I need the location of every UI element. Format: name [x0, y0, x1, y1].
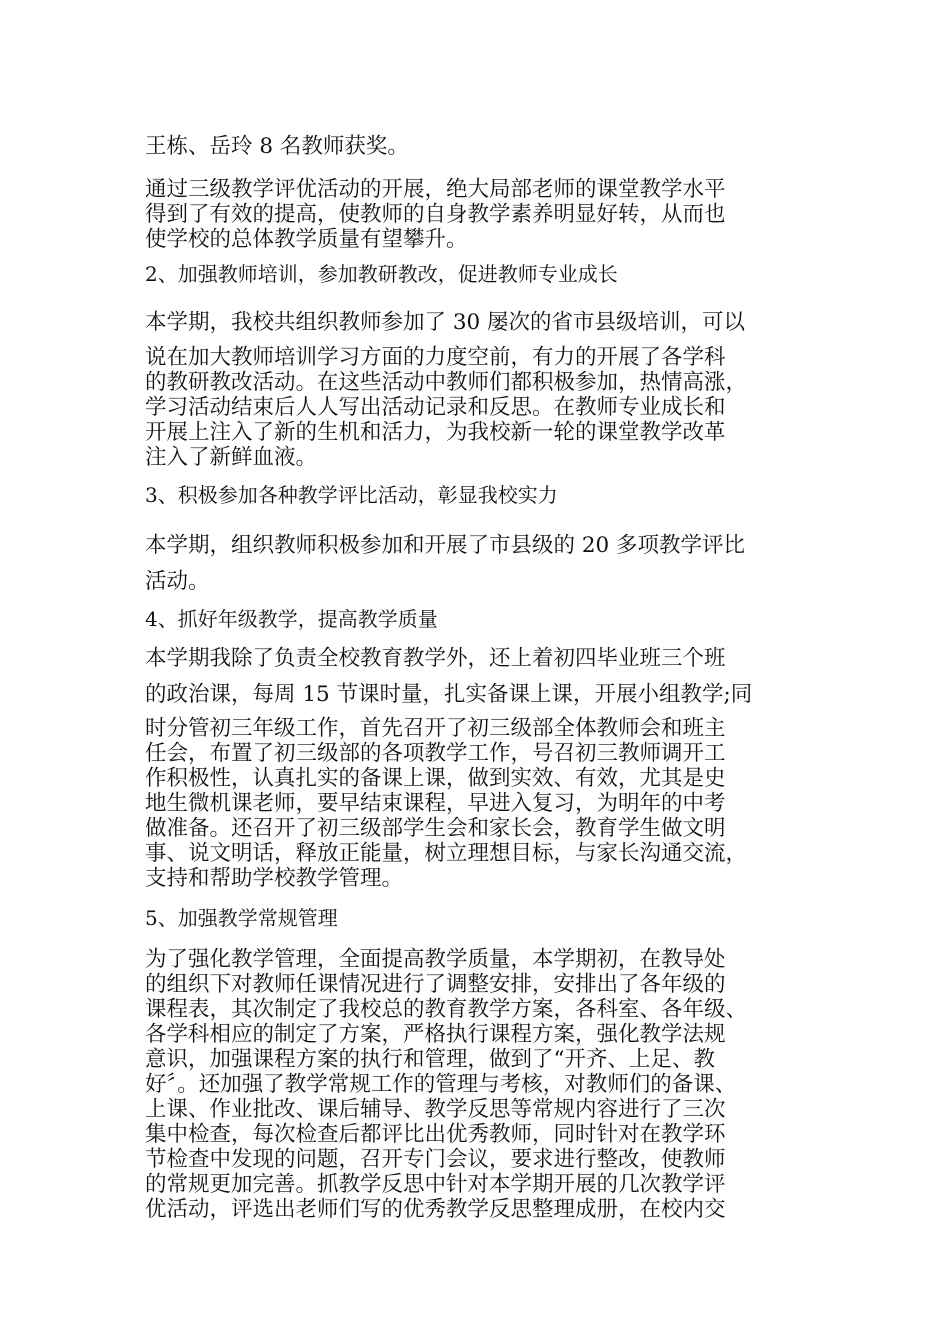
section-heading — [145, 605, 825, 633]
text-line: 各学科相应的制定了方案，严格执行课程方案，强化教学法规 — [145, 1022, 726, 1047]
text-line: 意识，加强课程方案的执行和管理，做到了“开齐、上足、教 — [145, 1047, 715, 1072]
text-line: 时分管初三年级工作，首先召开了初三级部全体教师会和班主 — [145, 716, 726, 741]
heading-text: 2、加强教师培训，参加教研教改，促进教师专业成长 — [145, 262, 618, 286]
text-line: 节检查中发现的问题，召开专门会议，要求进行整改，使教师 — [145, 1147, 726, 1172]
heading-text: 4、抓好年级教学，提高教学质量 — [145, 607, 438, 631]
text-line: 事、说文明话，释放正能量，树立理想目标，与家长沟通交流， — [145, 841, 748, 866]
section-heading — [145, 260, 825, 288]
text-line: 的组织下对教师任课情况进行了调整安排，安排出了各年级的 — [145, 972, 726, 997]
text-line: 优活动，评选出老师们写的优秀教学反思整理成册，在校内交 — [145, 1197, 726, 1222]
text-line: 地生微机课老师，要早结束课程，早进入复习，为明年的中考 — [145, 791, 726, 816]
text-line: 本学期，组织教师积极参加和开展了市县级的 20 多项教学评比 — [145, 533, 746, 558]
text-line: 王栋、岳玲 8 名教师获奖。 — [145, 134, 409, 159]
paragraph — [145, 310, 825, 335]
section-heading — [145, 904, 825, 932]
text-line: 得到了有效的提高，使教师的自身教学素养明显好转，从而也 — [145, 202, 726, 227]
text-line: 为了强化教学管理，全面提高教学质量，本学期初，在教导处 — [145, 947, 726, 972]
paragraph — [145, 646, 825, 671]
paragraph — [145, 134, 825, 159]
text-line: 通过三级教学评优活动的开展，绝大局部老师的课堂教学水平 — [145, 177, 726, 202]
text-line: 注入了新鲜血液。 — [145, 445, 318, 470]
paragraph — [145, 947, 825, 1222]
section-heading — [145, 481, 825, 509]
paragraph — [145, 682, 825, 707]
text-line: 课程表，其次制定了我校总的教育教学方案，各科室、各年级、 — [145, 997, 748, 1022]
text-line: 活动。 — [145, 569, 210, 594]
paragraph — [145, 716, 825, 891]
text-line: 说在加大教师培训学习方面的力度空前，有力的开展了各学科 — [145, 345, 726, 370]
text-line: 使学校的总体教学质量有望攀升。 — [145, 227, 468, 252]
text-line: 的常规更加完善。抓教学反思中针对本学期开展的几次教学评 — [145, 1172, 726, 1197]
heading-text: 3、积极参加各种教学评比活动，彰显我校实力 — [145, 483, 558, 507]
paragraph — [145, 177, 825, 252]
text-line: 本学期，我校共组织教师参加了 30 屡次的省市县级培训，可以 — [145, 310, 746, 335]
text-line: 好〞。还加强了教学常规工作的管理与考核，对教师们的备课、 — [145, 1072, 737, 1097]
text-line: 上课、作业批改、课后辅导、教学反思等常规内容进行了三次 — [145, 1097, 726, 1122]
heading-text: 5、加强教学常规管理 — [145, 906, 338, 930]
paragraph — [145, 533, 825, 558]
text-line: 任会，布置了初三级部的各项教学工作，号召初三教师调开工 — [145, 741, 726, 766]
text-line: 支持和帮助学校教学管理。 — [145, 866, 404, 891]
text-line: 本学期我除了负责全校教育教学外，还上着初四毕业班三个班 — [145, 646, 726, 671]
text-line: 的教研教改活动。在这些活动中教师们都积极参加，热情高涨， — [145, 370, 748, 395]
text-line: 开展上注入了新的生机和活力，为我校新一轮的课堂教学改革 — [145, 420, 726, 445]
paragraph — [145, 345, 825, 470]
text-line: 的政治课，每周 15 节课时量，扎实备课上课，开展小组教学;同 — [145, 682, 753, 707]
text-line: 学习活动结束后人人写出活动记录和反思。在教师专业成长和 — [145, 395, 726, 420]
text-line: 做准备。还召开了初三级部学生会和家长会，教育学生做文明 — [145, 816, 726, 841]
paragraph — [145, 569, 825, 594]
text-line: 作积极性，认真扎实的备课上课，做到实效、有效，尤其是史 — [145, 766, 726, 791]
text-line: 集中检查，每次检查后都评比出优秀教师，同时针对在教学环 — [145, 1122, 726, 1147]
